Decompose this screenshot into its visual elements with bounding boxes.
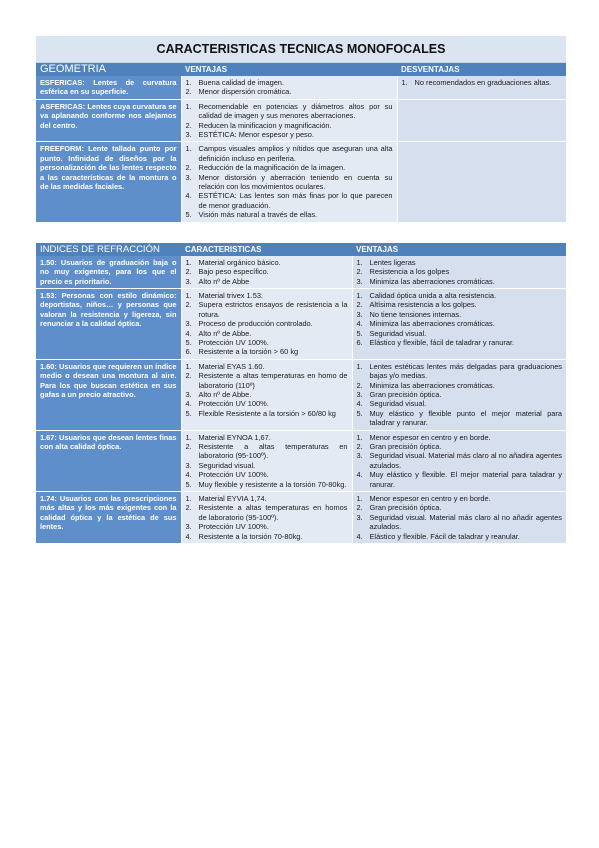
- list-item-text: Lentes estéticas lentes más delgadas para graduaciones bajas y/o medias.: [369, 361, 562, 381]
- list-number: 2.: [356, 503, 363, 513]
- list-item-text: Protección UV 100%.: [198, 399, 269, 409]
- ventajas-list: [357, 494, 563, 541]
- ventajas-list: [186, 102, 393, 140]
- index-ventajas-header: VENTAJAS: [352, 243, 566, 256]
- list-number: 1.: [356, 432, 363, 442]
- list-item-text: Seguridad visual.: [198, 460, 256, 470]
- list-item: [357, 409, 563, 428]
- list-item-text: Resistente a altas temperaturas en laboratorio (95-100º).: [198, 442, 348, 461]
- table-row: [36, 256, 566, 289]
- list-item: [357, 329, 563, 338]
- list-number: 4.: [356, 319, 363, 329]
- list-number: 6.: [185, 347, 192, 357]
- list-item-text: Proceso de producción controlado.: [198, 319, 313, 329]
- list-number: 1.: [356, 257, 363, 267]
- list-item-text: Alto nº de Abbe.: [198, 328, 252, 338]
- list-item: [186, 267, 348, 276]
- list-number: 4.: [356, 399, 363, 409]
- geometry-type-cell: [36, 99, 181, 142]
- list-number: 2.: [356, 380, 363, 390]
- list-item: [357, 433, 563, 442]
- index-cell: [36, 256, 181, 289]
- list-number: 3.: [185, 130, 192, 140]
- list-item-text: Calidad óptica unida a alta resistencia.: [369, 290, 497, 300]
- list-item: [186, 210, 393, 219]
- list-number: 1.: [185, 494, 192, 504]
- list-number: 3.: [185, 389, 192, 399]
- list-item-text: Bajo peso específico.: [198, 267, 269, 277]
- list-number: 2.: [356, 300, 363, 310]
- list-item-text: Flexible Resistente a la torsión > 60/80 kg: [198, 408, 336, 418]
- list-number: 5.: [185, 337, 192, 347]
- list-item: [357, 494, 563, 503]
- list-number: 1.: [356, 494, 363, 504]
- list-item-text: Reducción de la magnificación de la imagen.: [198, 163, 346, 173]
- list-item-text: Gran precisión óptica.: [369, 503, 442, 513]
- list-item: [186, 87, 393, 96]
- list-item-text: Muy flexible y resistente a la torsión 70-80kg.: [198, 479, 347, 489]
- list-number: 1.: [185, 257, 192, 267]
- list-item: [357, 291, 563, 300]
- caracteristicas-header: CARACTERISTICAS: [181, 243, 352, 256]
- list-item: [357, 319, 563, 328]
- index-ventajas-cell: [352, 288, 566, 359]
- table-row: [36, 99, 566, 142]
- list-number: 1.: [356, 290, 363, 300]
- list-item: [186, 130, 393, 139]
- desventajas-header: DESVENTAJAS: [397, 63, 566, 76]
- geometry-type-label: ESFERICAS: Lentes de curvatura esférica en su superficie.: [40, 78, 177, 97]
- index-ventajas-cell: [352, 430, 566, 491]
- ventajas-cell: [181, 142, 397, 222]
- list-item: [186, 319, 348, 328]
- list-item: [357, 390, 563, 399]
- index-label: 1.67: Usuarios que desean lentes finas con alta calidad óptica.: [40, 432, 177, 451]
- list-item-text: Menor espesor en centro y en borde.: [369, 494, 491, 504]
- table-row: [36, 492, 566, 544]
- list-item: [186, 433, 348, 442]
- list-item: [357, 300, 563, 309]
- list-number: 3.: [356, 512, 363, 522]
- index-cell: [36, 430, 181, 491]
- list-item: [186, 291, 348, 300]
- list-item: [186, 163, 393, 172]
- ventajas-cell: [181, 76, 397, 99]
- list-item-text: Material EYNOA 1,67.: [198, 432, 271, 442]
- index-label: 1.53: Personas con estilo dinámico: deportistas, niños… y personas que valoran la resistencia y ligereza, sin renunciar a la calidad óptica.: [40, 290, 177, 329]
- list-item-text: Resistente a la torsión 70-80kg.: [198, 531, 303, 541]
- list-item: [357, 310, 563, 319]
- list-number: 5.: [185, 210, 192, 220]
- list-item: [186, 338, 348, 347]
- ventajas-list: [186, 144, 393, 219]
- list-number: 2.: [356, 267, 363, 277]
- ventajas-list: [357, 362, 563, 428]
- list-item: [186, 191, 393, 210]
- list-item-text: Seguridad visual.: [369, 399, 427, 409]
- index-label: 1.74: Usuarios con las prescripciones más altas y los más exigentes con la calidad óptica y la estética de sus lentes.: [40, 494, 177, 532]
- list-item-text: Protección UV 100%.: [198, 522, 269, 532]
- list-item: [186, 522, 348, 531]
- list-number: 4.: [185, 531, 192, 541]
- list-item: [186, 470, 348, 479]
- list-item-text: Resistencia a los golpes: [369, 267, 450, 277]
- list-item-text: Material EYAS 1.60.: [198, 361, 265, 371]
- table-row: [36, 288, 566, 359]
- list-item: [357, 277, 563, 286]
- list-item: [186, 532, 348, 541]
- caracteristicas-cell: [181, 359, 352, 430]
- caracteristicas-cell: [181, 256, 352, 289]
- caracteristicas-cell: [181, 492, 352, 544]
- list-item: [357, 267, 563, 276]
- list-number: 3.: [185, 522, 192, 532]
- list-item: [186, 78, 393, 87]
- table-row: [36, 76, 566, 99]
- ventajas-list: [357, 291, 563, 347]
- index-label: 1.50: Usuarios de graduación baja o no muy exigentes, para los que el precio es prioritario.: [40, 257, 177, 286]
- list-item: [357, 513, 563, 532]
- list-number: 4.: [185, 328, 192, 338]
- list-number: 1.: [356, 361, 363, 371]
- list-number: 1.: [185, 361, 192, 371]
- list-item: [186, 258, 348, 267]
- document-page: [36, 36, 566, 543]
- list-item: [186, 442, 348, 461]
- list-item-text: Seguridad visual. Material más claro al no añadir agentes azulados.: [369, 512, 562, 532]
- index-cell: [36, 288, 181, 359]
- list-item-text: Elástico y flexible. Fácil de taladrar y reanular.: [369, 531, 520, 541]
- list-item: [186, 300, 348, 319]
- list-item-text: Gran precisión óptica.: [369, 389, 442, 399]
- list-item-text: No tiene tensiones internas.: [369, 309, 462, 319]
- index-ventajas-cell: [352, 359, 566, 430]
- list-item-text: Seguridad visual. Material más claro al no añadira agentes azulados.: [369, 451, 562, 470]
- desventajas-cell: [397, 142, 566, 222]
- list-number: 5.: [185, 408, 192, 418]
- table-row: [36, 359, 566, 430]
- list-number: 5.: [185, 479, 192, 489]
- list-number: 1.: [185, 144, 192, 154]
- list-item-text: ESTÉTICA: Menor espesor y peso.: [198, 130, 314, 140]
- list-item: [186, 480, 348, 489]
- ventajas-cell: [181, 99, 397, 142]
- list-item-text: Material trivex 1.53.: [198, 290, 263, 300]
- list-item-text: Protección UV 100%.: [198, 470, 269, 480]
- list-item-text: Protección UV 100%.: [198, 337, 269, 347]
- list-item: [357, 399, 563, 408]
- list-item: [357, 470, 563, 489]
- caracteristicas-cell: [181, 288, 352, 359]
- list-number: 4.: [356, 470, 363, 480]
- list-item: [357, 442, 563, 451]
- list-number: 3.: [185, 172, 192, 182]
- list-number: 3.: [185, 319, 192, 329]
- ventajas-list: [357, 433, 563, 489]
- list-item-text: Gran precisión óptica.: [369, 442, 442, 451]
- list-item-text: Campos visuales amplios y nítidos que aseguran una alta definición incluso en periferia.: [198, 144, 393, 163]
- list-number: 2.: [185, 163, 192, 173]
- list-number: 4.: [185, 470, 192, 480]
- geometry-type-label: FREEFORM: Lente tallada punto por punto. Infinidad de diseños por la personalización de las lentes respecto a las características de la montura o de las medidas faciales.: [40, 144, 177, 192]
- list-item: [357, 338, 563, 347]
- index-cell: [36, 492, 181, 544]
- list-item-text: Elástico y flexible, fácil de taladrar y ranurar.: [369, 337, 515, 347]
- index-label: 1.60: Usuarios que requieren un índice medio o desean una montura al aire. Para los que buscan estética en sus gafas a un precio atractivo.: [40, 361, 177, 399]
- list-item-text: Buena calidad de imagen.: [198, 78, 284, 87]
- list-item: [186, 503, 348, 522]
- list-item-text: No recomendados en graduaciones altas.: [414, 78, 552, 87]
- desventajas-list: [402, 78, 563, 87]
- desventajas-cell: [397, 99, 566, 142]
- list-number: 1.: [401, 78, 408, 87]
- list-number: 3.: [356, 451, 363, 461]
- list-item: [357, 503, 563, 512]
- list-item: [186, 102, 393, 121]
- list-item-text: Reducen la minificacion y magnificación.: [198, 120, 332, 130]
- list-item: [186, 329, 348, 338]
- list-number: 4.: [185, 399, 192, 409]
- list-item-text: Recomendable en potencias y diámetros altos por su calidad de imagen y sus menores aberraciones.: [198, 101, 393, 121]
- desventajas-cell: [397, 76, 566, 99]
- list-number: 2.: [185, 371, 192, 381]
- list-number: 3.: [356, 276, 363, 286]
- caracteristicas-list: [186, 494, 348, 541]
- list-item-text: Resistente a altas temperaturas en homos de laboratorio (95-100º).: [198, 503, 348, 522]
- caracteristicas-list: [186, 258, 348, 286]
- list-item-text: Minimiza las aberraciones cromáticas.: [369, 276, 495, 286]
- list-item-text: Material EYVIA 1,74.: [198, 494, 267, 504]
- list-number: 2.: [185, 120, 192, 130]
- list-item: [186, 277, 348, 286]
- geometry-type-label: ASFERICAS: Lentes cuya curvatura se va aplanando conforme nos alejamos del centro.: [40, 101, 177, 130]
- index-ventajas-cell: [352, 256, 566, 289]
- list-item: [186, 144, 393, 163]
- index-ventajas-cell: [352, 492, 566, 544]
- list-number: 2.: [185, 300, 192, 310]
- list-number: 4.: [185, 191, 192, 201]
- list-item-text: Alto nº de Abbe: [198, 276, 250, 286]
- list-item: [186, 371, 348, 390]
- list-item: [186, 121, 393, 130]
- list-item-text: ESTÉTICA: Las lentes son más finas por lo que parecen de menor graduación.: [198, 191, 393, 210]
- list-item-text: Menor dispersión cromática.: [198, 87, 292, 97]
- list-item-text: Altísima resistencia a los golpes.: [369, 300, 477, 310]
- list-item: [357, 532, 563, 541]
- list-item-text: Resistente a altas temperaturas en homo de laboratorio (110º): [198, 371, 348, 390]
- caracteristicas-list: [186, 433, 348, 489]
- list-item-text: Material orgánico básico.: [198, 257, 281, 267]
- list-number: 3.: [356, 309, 363, 319]
- ventajas-list: [186, 78, 393, 97]
- list-item-text: Minimiza las aberraciones cromáticas.: [369, 380, 495, 390]
- list-item-text: Supera estrictos ensayos de resistencia a la rotura.: [198, 300, 348, 319]
- list-item-text: Muy elástico y flexible punto el mejor material para taladrar y ranurar.: [369, 408, 562, 428]
- list-item: [357, 258, 563, 267]
- list-number: 2.: [185, 267, 192, 277]
- caracteristicas-list: [186, 291, 348, 357]
- index-header: INDICES DE REFRACCIÓN: [36, 243, 181, 256]
- list-item: [186, 461, 348, 470]
- list-number: 2.: [185, 87, 192, 97]
- geometry-type-cell: [36, 76, 181, 99]
- list-item: [186, 173, 393, 192]
- page-title: CARACTERISTICAS TECNICAS MONOFOCALES: [36, 36, 566, 63]
- list-item-text: Resistente a la torsión > 60 kg: [198, 347, 299, 357]
- geometry-header: GEOMETRIA: [36, 63, 181, 76]
- list-item-text: Visión más natural a través de ellas.: [198, 210, 318, 220]
- list-number: 1.: [185, 101, 192, 111]
- list-item: [186, 494, 348, 503]
- list-item: [357, 381, 563, 390]
- geometry-table: [36, 63, 566, 222]
- list-number: 5.: [356, 328, 363, 338]
- list-number: 3.: [356, 389, 363, 399]
- table-row: [36, 142, 566, 222]
- list-number: 5.: [356, 408, 363, 418]
- list-item-text: Minimiza las aberraciones cromáticas.: [369, 319, 495, 329]
- list-item-text: Muy elástico y flexible. El mejor material para taladrar y ranurar.: [369, 470, 562, 489]
- list-item-text: Alto nº de Abbe.: [198, 389, 252, 399]
- caracteristicas-list: [186, 362, 348, 418]
- list-item: [357, 451, 563, 470]
- list-item: [186, 362, 348, 371]
- list-number: 2.: [185, 503, 192, 513]
- list-item: [402, 78, 563, 87]
- ventajas-header: VENTAJAS: [181, 63, 397, 76]
- list-number: 1.: [185, 290, 192, 300]
- list-item: [357, 362, 563, 381]
- list-item: [186, 347, 348, 356]
- table-row: [36, 430, 566, 491]
- list-item-text: Menor espesor en centro y en borde.: [369, 432, 491, 442]
- list-item: [186, 390, 348, 399]
- refraction-index-table: [36, 243, 566, 543]
- index-cell: [36, 359, 181, 430]
- list-number: 1.: [185, 78, 192, 87]
- list-item: [186, 399, 348, 408]
- list-number: 2.: [356, 442, 363, 451]
- geometry-type-cell: [36, 142, 181, 222]
- list-number: 4.: [356, 531, 363, 541]
- list-number: 3.: [185, 460, 192, 470]
- ventajas-list: [357, 258, 563, 286]
- list-number: 3.: [185, 276, 192, 286]
- list-number: 1.: [185, 432, 192, 442]
- caracteristicas-cell: [181, 430, 352, 491]
- list-item: [186, 409, 348, 418]
- list-item-text: Seguridad visual.: [369, 328, 427, 338]
- list-item-text: Menor distorsión y aberración teniendo en cuenta su relación con los movimientos oculares.: [198, 172, 393, 192]
- list-item-text: Lentes ligeras: [369, 257, 416, 267]
- list-number: 2.: [185, 442, 192, 451]
- list-number: 6.: [356, 337, 363, 347]
